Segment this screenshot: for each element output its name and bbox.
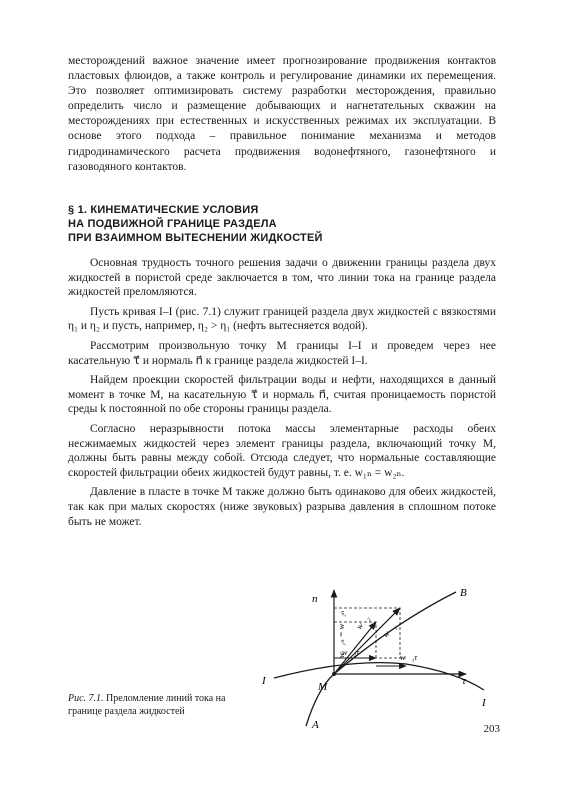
label-w1n-w2n: w⃗₁ₙ = w⃗₂ₙ [336,610,346,658]
figure-caption [68,693,254,718]
label-a: A [312,719,319,730]
boundary-curve-i-i [274,663,484,690]
streamline-a-b [306,592,456,726]
body-paragraph: Давление в пласте в точке M также должно быть одинаково для обеих жидкостей, так как при малых скоростях (ниже звуковых) разрыва давления в сплошном потоке быть не может. [68,486,496,528]
body-paragraph: Рассмотрим произвольную точку M границы I–I и проведем через нее касательную τ⃗ и нормаль n⃗ к границе раздела жидкостей I–I. [68,339,496,367]
label-w2: w⃗₂ [353,613,372,632]
point-m [332,672,336,676]
section-heading-line: § 1. КИНЕМАТИЧЕСКИЕ УСЛОВИЯ [68,204,259,216]
page-number: 203 [483,723,500,735]
figure-7-1 [256,578,496,735]
figure-caption-ref: Рис. 7.1. [68,693,104,704]
label-b: B [460,587,467,599]
intro-paragraph: месторождений важное значение имеет прогнозирование продвижения контактов пластовых флюидов, а также контроль и регулирование динамики их перемещения. Это позволяет оптимизировать систему разработки месторождения, правильно определить число и размещение добывающих и нагнетательных скважин на месторождениях при естественных и искусственных режимах их эксплуатации. В основе этого подхода – правильное понимание механизма и методов гидродинамического расчета продвижения водонефтяного, газонефтяного и газоводяного контактов. [68,55,496,173]
section-heading-line: ПРИ ВЗАИМНОМ ВЫТЕСНЕНИИ ЖИДКОСТЕЙ [68,232,323,244]
label-i-right: I [482,697,486,709]
label-tau: τ⃗ [462,675,475,687]
body-paragraph: Найдем проекции скоростей фильтрации воды и нефти, находящихся в данный момент в точке M, на касательную τ⃗ и нормаль n⃗, считая проницаемость пористой среды k постоянной по обе стороны границы раздела. [68,374,496,416]
refraction-diagram [256,578,496,730]
label-i-left: I [262,675,266,687]
section-heading [68,203,496,245]
label-n: n⃗ [311,593,326,605]
figure-caption-text: Преломление линий тока на границе раздела жидкостей [68,693,226,717]
label-w2-tau: w⃗₂τ [342,648,360,657]
label-m: M [318,681,328,693]
body-paragraph: Основная трудность точного решения задачи о движении границы раздела двух жидкостей в пористой среде заключается в том, что линии тока на границе раздела жидкостей преломляются. [68,257,496,299]
body-paragraph: Согласно неразрывности потока массы элементарные расходы обеих несжимаемых жидкостей через элемент границы раздела, включающий точку M, должны быть равны между собой. Отсюда следует, что нормальные составляющие скоростей фильтрации обеих жидкостей будут равны, т. е. w₁ₙ = w₂ₙ. [68,422,496,479]
section-body [68,256,496,534]
label-w1-tau: w⃗₁τ [400,653,418,662]
label-w1: w⃗₁ [380,621,399,640]
section-heading-line: НА ПОДВИЖНОЙ ГРАНИЦЕ РАЗДЕЛА [68,218,277,230]
body-paragraph: Пусть кривая I–I (рис. 7.1) служит границей раздела двух жидкостей с вязкостями η₁ и η₂ и пусть, например, η₂ > η₁ (нефть вытесняется водой). [68,305,496,333]
